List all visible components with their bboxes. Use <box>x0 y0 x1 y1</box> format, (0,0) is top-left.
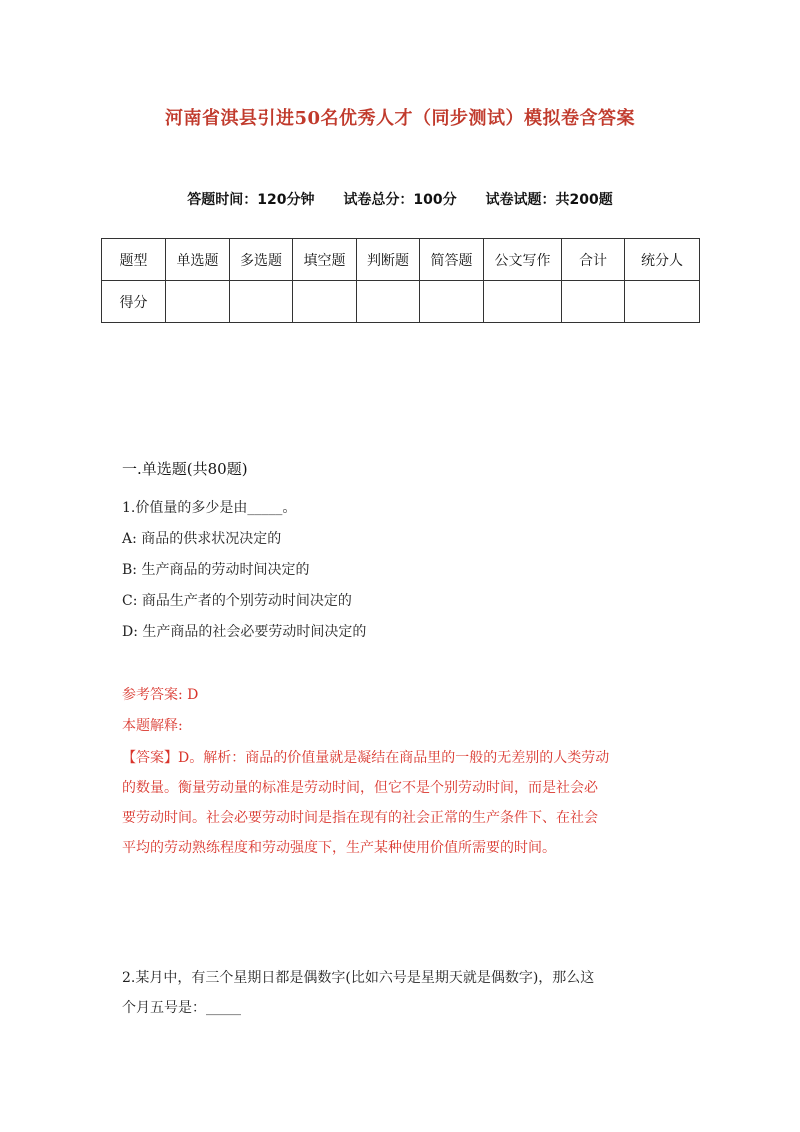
exam-question-count: 试卷试题：共200题 <box>485 192 613 208</box>
question-2-stem <box>122 963 682 1023</box>
score-row-label: 得分 <box>102 281 166 323</box>
header-cell-short-answer: 简答题 <box>420 239 484 281</box>
question-1-option-c: C: 商品生产者的个别劳动时间决定的 <box>122 593 352 609</box>
question-1-stem: 1.价值量的多少是由_____。 <box>122 500 297 516</box>
section-title: 一.单选题(共80题) <box>122 460 248 478</box>
score-cell <box>484 281 562 323</box>
document-title: 河南省淇县引进50名优秀人才（同步测试）模拟卷含答案 <box>164 108 636 129</box>
explanation-line: 要劳动时间。社会必要劳动时间是指在现有的社会正常的生产条件下、在社会 <box>122 810 598 826</box>
score-cell <box>293 281 357 323</box>
explanation-line: 平均的劳动熟练程度和劳动强度下，生产某种使用价值所需要的时间。 <box>122 840 556 856</box>
header-cell-fill-blank: 填空题 <box>293 239 357 281</box>
question-1-answer: 参考答案: D <box>122 687 199 703</box>
question-2-line: 2.某月中，有三个星期日都是偶数字(比如六号是星期天就是偶数字)，那么这 <box>122 970 595 986</box>
exam-info <box>0 189 800 209</box>
score-cell <box>420 281 484 323</box>
score-table-score-row <box>102 281 700 323</box>
header-cell-type: 题型 <box>102 239 166 281</box>
question-1-explain-label: 本题解释: <box>122 718 183 734</box>
header-cell-single-choice: 单选题 <box>166 239 230 281</box>
question-1-option-a: A: 商品的供求状况决定的 <box>122 531 282 547</box>
exam-total-score: 试卷总分：100分 <box>343 192 457 208</box>
question-2-line: 个月五号是：_____ <box>122 1000 241 1016</box>
exam-time: 答题时间：120分钟 <box>187 192 315 208</box>
header-cell-true-false: 判断题 <box>357 239 420 281</box>
question-1-explanation <box>122 743 682 863</box>
header-cell-official-writing: 公文写作 <box>484 239 562 281</box>
explanation-line: 【答案】D。解析：商品的价值量就是凝结在商品里的一般的无差别的人类劳动 <box>122 750 610 766</box>
question-1-option-d: D: 生产商品的社会必要劳动时间决定的 <box>122 624 367 640</box>
score-table <box>101 238 700 323</box>
header-cell-scorer: 统分人 <box>625 239 700 281</box>
score-cell <box>562 281 625 323</box>
question-1-option-b: B: 生产商品的劳动时间决定的 <box>122 562 310 578</box>
score-cell <box>166 281 230 323</box>
explanation-line: 的数量。衡量劳动量的标准是劳动时间，但它不是个别劳动时间，而是社会必 <box>122 780 598 796</box>
score-cell <box>357 281 420 323</box>
score-table-header-row <box>102 239 700 281</box>
header-cell-total: 合计 <box>562 239 625 281</box>
header-cell-multi-choice: 多选题 <box>230 239 293 281</box>
score-cell <box>230 281 293 323</box>
score-cell <box>625 281 700 323</box>
